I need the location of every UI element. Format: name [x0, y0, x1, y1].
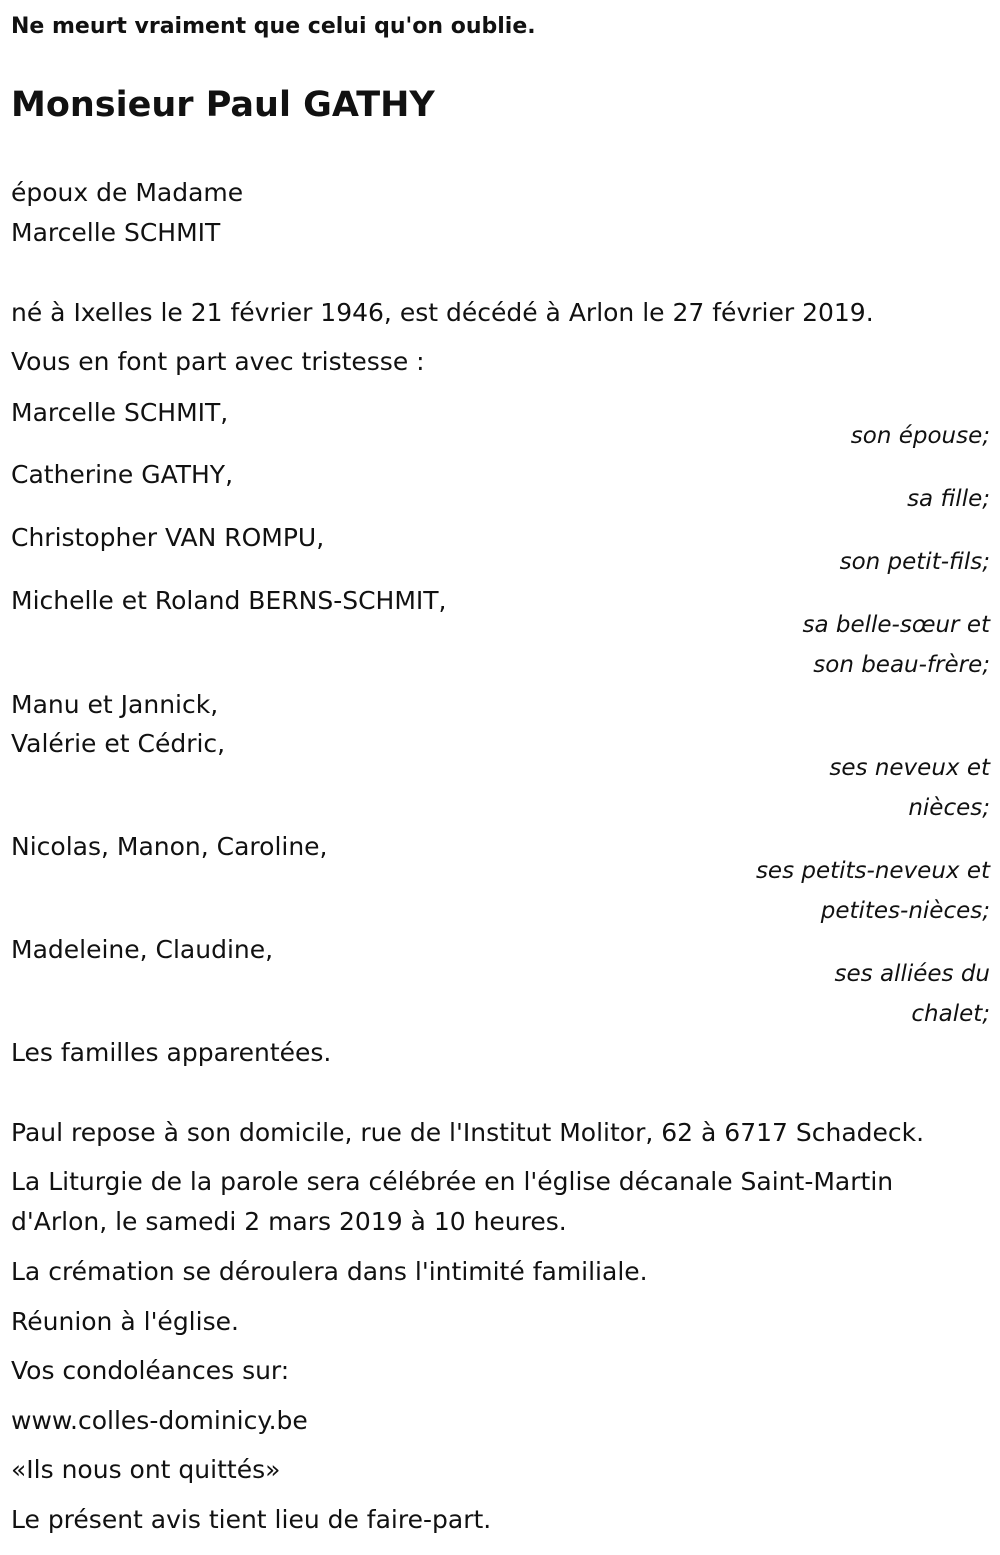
family-member-relation: sa belle-sœur et: [802, 612, 990, 638]
website-link[interactable]: www.colles-dominicy.be: [11, 1406, 308, 1435]
deceased-name: Monsieur Paul GATHY: [11, 85, 435, 125]
family-member-relation: petites-nièces;: [820, 898, 990, 924]
closing-line: Le présent avis tient lieu de faire-part.: [11, 1505, 492, 1534]
family-member-name: Manu et Jannick,: [11, 690, 219, 719]
family-member-name: Michelle et Roland BERNS-SCHMIT,: [11, 586, 447, 615]
spouse-line-1: époux de Madame: [11, 178, 244, 207]
family-member-relation: sa fille;: [907, 486, 990, 512]
family-member-name: Valérie et Cédric,: [11, 729, 226, 758]
family-member-relation: chalet;: [911, 1001, 990, 1027]
announce-intro: Vous en font part avec tristesse :: [11, 347, 425, 376]
family-member-relation: son beau-frère;: [813, 652, 990, 678]
families-line: Les familles apparentées.: [11, 1038, 332, 1067]
condolences-label: Vos condoléances sur:: [11, 1356, 290, 1385]
liturgy-line-2: d'Arlon, le samedi 2 mars 2019 à 10 heures.: [11, 1207, 567, 1236]
birth-death-line: né à Ixelles le 21 février 1946, est décédé à Arlon le 27 février 2019.: [11, 298, 874, 327]
family-member-relation: ses alliées du: [834, 961, 990, 987]
family-member-name: Nicolas, Manon, Caroline,: [11, 832, 328, 861]
liturgy-line-1: La Liturgie de la parole sera célébrée en l'église décanale Saint-Martin: [11, 1167, 894, 1196]
family-member-relation: son épouse;: [850, 423, 990, 449]
family-member-relation: ses petits-neveux et: [755, 858, 990, 884]
reunion-line: Réunion à l'église.: [11, 1307, 239, 1336]
cremation-line: La crémation se déroulera dans l'intimité familiale.: [11, 1257, 648, 1286]
quote-line: «Ils nous ont quittés»: [11, 1455, 281, 1484]
family-member-name: Marcelle SCHMIT,: [11, 398, 229, 427]
repose-line: Paul repose à son domicile, rue de l'Institut Molitor, 62 à 6717 Schadeck.: [11, 1118, 925, 1147]
family-member-name: Catherine GATHY,: [11, 460, 234, 489]
family-member-name: Madeleine, Claudine,: [11, 935, 274, 964]
family-member-relation: nièces;: [908, 795, 990, 821]
family-member-name: Christopher VAN ROMPU,: [11, 523, 325, 552]
family-member-relation: son petit-fils;: [839, 549, 990, 575]
motto: Ne meurt vraiment que celui qu'on oublie.: [11, 14, 536, 39]
spouse-line-2: Marcelle SCHMIT: [11, 218, 221, 247]
family-member-relation: ses neveux et: [829, 755, 990, 781]
